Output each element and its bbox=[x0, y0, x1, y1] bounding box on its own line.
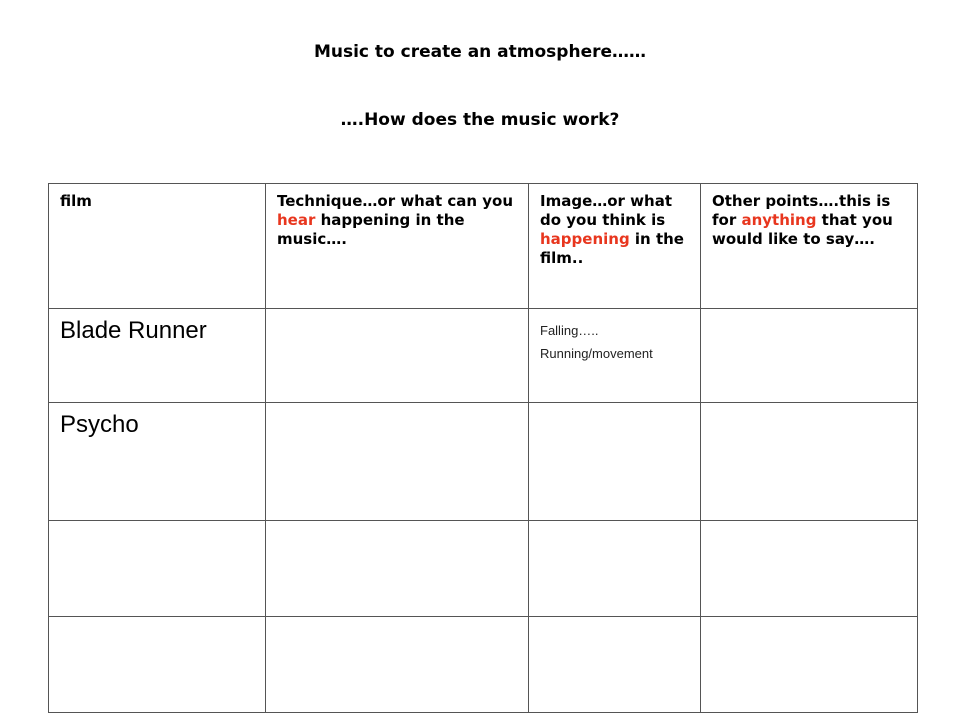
other-cell[interactable] bbox=[701, 521, 918, 617]
header-other-pre: Other points….this is for bbox=[712, 192, 891, 229]
film-name: Blade Runner bbox=[60, 317, 207, 344]
image-note: Running/movement bbox=[540, 346, 653, 361]
header-other-label bbox=[701, 184, 917, 249]
table-row bbox=[49, 521, 918, 617]
film-cell bbox=[49, 309, 266, 403]
worksheet-title: Music to create an atmosphere…… bbox=[313, 42, 647, 62]
music-analysis-table bbox=[48, 183, 918, 713]
header-film-cell bbox=[49, 184, 266, 309]
header-technique-label bbox=[266, 184, 528, 249]
header-other-cell bbox=[701, 184, 918, 309]
film-name: Psycho bbox=[60, 411, 139, 438]
header-image-post: in the film.. bbox=[540, 230, 684, 267]
header-film-label: film bbox=[60, 192, 92, 210]
header-image-label bbox=[529, 184, 700, 268]
image-cell[interactable] bbox=[529, 309, 701, 403]
header-image-accent: happening bbox=[540, 230, 630, 248]
technique-cell[interactable] bbox=[266, 521, 529, 617]
image-cell[interactable] bbox=[529, 403, 701, 521]
technique-cell[interactable] bbox=[266, 309, 529, 403]
table-row bbox=[49, 309, 918, 403]
header-image-pre: Image…or what do you think is bbox=[540, 192, 672, 229]
worksheet-subtitle: ….How does the music work? bbox=[340, 110, 620, 130]
header-image-cell bbox=[529, 184, 701, 309]
header-technique-post: happening in the music…. bbox=[277, 211, 465, 248]
film-cell bbox=[49, 403, 266, 521]
image-cell[interactable] bbox=[529, 521, 701, 617]
other-cell[interactable] bbox=[701, 403, 918, 521]
table-row bbox=[49, 617, 918, 713]
header-other-post: that you would like to say…. bbox=[712, 211, 893, 248]
table-header-row bbox=[49, 184, 918, 309]
header-technique-accent: hear bbox=[277, 211, 316, 229]
header-technique-cell bbox=[266, 184, 529, 309]
header-other-accent: anything bbox=[741, 211, 817, 229]
technique-cell[interactable] bbox=[266, 403, 529, 521]
image-note: Falling….. bbox=[540, 323, 599, 338]
table-row bbox=[49, 403, 918, 521]
film-cell[interactable] bbox=[49, 617, 266, 713]
other-cell[interactable] bbox=[701, 617, 918, 713]
header-technique-pre: Technique…or what can you bbox=[277, 192, 514, 210]
image-cell[interactable] bbox=[529, 617, 701, 713]
other-cell[interactable] bbox=[701, 309, 918, 403]
film-cell[interactable] bbox=[49, 521, 266, 617]
technique-cell[interactable] bbox=[266, 617, 529, 713]
